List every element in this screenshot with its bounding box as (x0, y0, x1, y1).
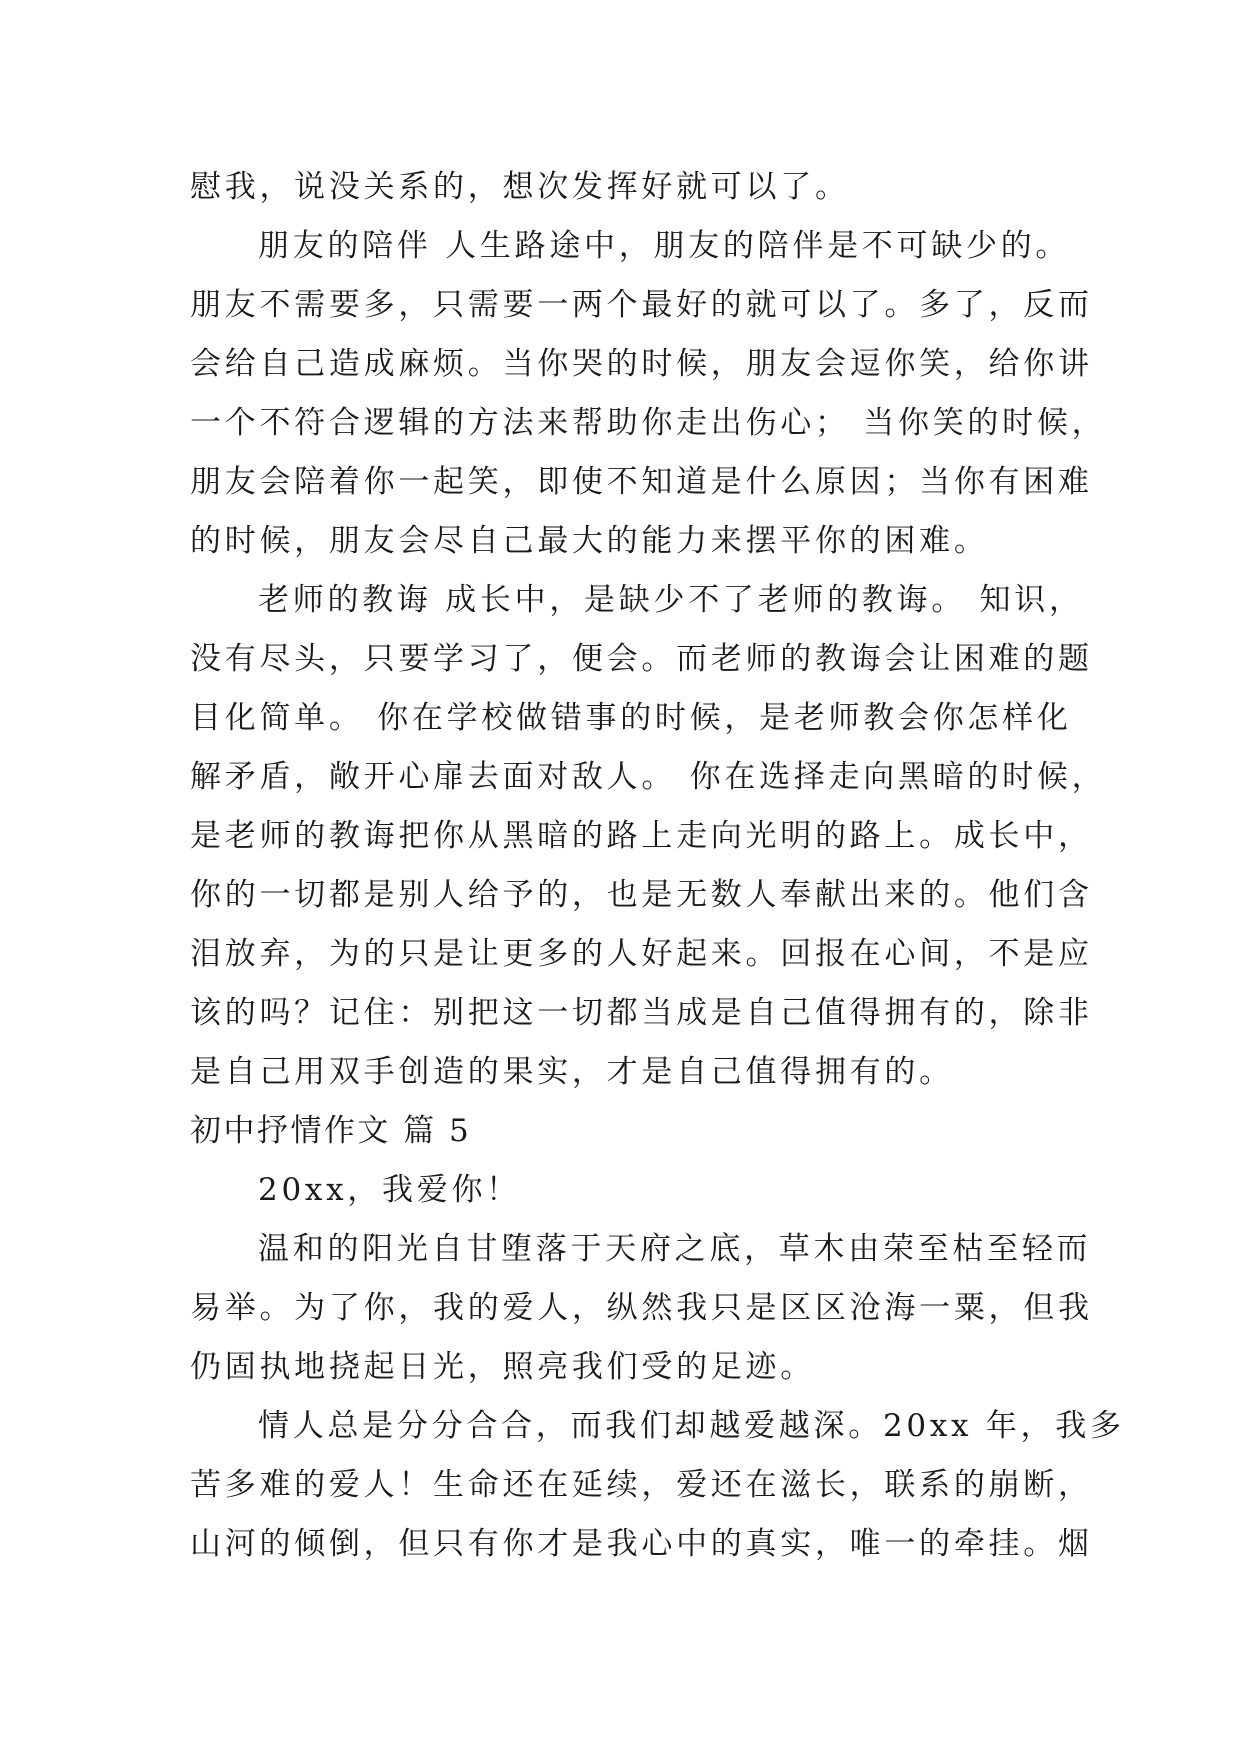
paragraph-start-lovers: 情人总是分分合合，而我们却越爱越深。20xx 年，我多 (258, 1408, 1125, 1444)
text-line: 朋友会陪着你一起笑，即使不知道是什么原因；当你有困难 (190, 464, 1093, 500)
text-line: 是自己用双手创造的果实，才是自己值得拥有的。 (190, 1054, 954, 1090)
text-line: 你的一切都是别人给予的，也是无数人奉献出来的。他们含 (190, 877, 1093, 913)
text-line: 山河的倾倒，但只有你才是我心中的真实，唯一的牵挂。烟 (190, 1526, 1093, 1562)
text-line: 会给自己造成麻烦。当你哭的时候，朋友会逗你笑，给你讲 (190, 346, 1093, 382)
text-line: 朋友不需要多，只需要一两个最好的就可以了。多了，反而 (190, 287, 1093, 323)
paragraph-start-greeting: 20xx，我爱你！ (258, 1172, 521, 1208)
text-line: 泪放弃，为的只是让更多的人好起来。回报在心间，不是应 (190, 936, 1093, 972)
paragraph-start-sunlight: 温和的阳光自甘堕落于天府之底，草木由荣至枯至轻而 (258, 1231, 1092, 1267)
text-line: 目化简单。 你在学校做错事的时候，是老师教会你怎样化 (190, 700, 1072, 736)
text-line: 一个不符合逻辑的方法来帮助你走出伤心； 当你笑的时候， (190, 405, 1107, 441)
text-line: 仍固执地挠起日光，照亮我们受的足迹。 (190, 1349, 815, 1385)
document-body (190, 158, 1125, 1574)
paragraph-start-teachers: 老师的教诲 成长中，是缺少不了老师的教诲。 知识， (258, 582, 1084, 618)
text-line: 苦多难的爱人！生命还在延续，爱还在滋长，联系的崩断， (190, 1467, 1093, 1503)
text-line: 是老师的教诲把你从黑暗的路上走向光明的路上。成长中， (190, 818, 1093, 854)
text-line: 解矛盾，敞开心扉去面对敌人。 你在选择走向黑暗的时候， (190, 759, 1107, 795)
text-line: 慰我，说没关系的，想次发挥好就可以了。 (190, 169, 850, 205)
text-line: 易举。为了你，我的爱人，纵然我只是区区沧海一粟，但我 (190, 1290, 1093, 1326)
text-line: 的时候，朋友会尽自己最大的能力来摆平你的困难。 (190, 523, 989, 559)
text-line: 没有尽头，只要学习了，便会。而老师的教诲会让困难的题 (190, 641, 1093, 677)
section-heading: 初中抒情作文 篇 5 (190, 1113, 472, 1149)
paragraph-start-friends: 朋友的陪伴 人生路途中，朋友的陪伴是不可缺少的。 (258, 228, 1071, 264)
text-line: 该的吗？记住：别把这一切都当成是自己值得拥有的，除非 (190, 995, 1093, 1031)
